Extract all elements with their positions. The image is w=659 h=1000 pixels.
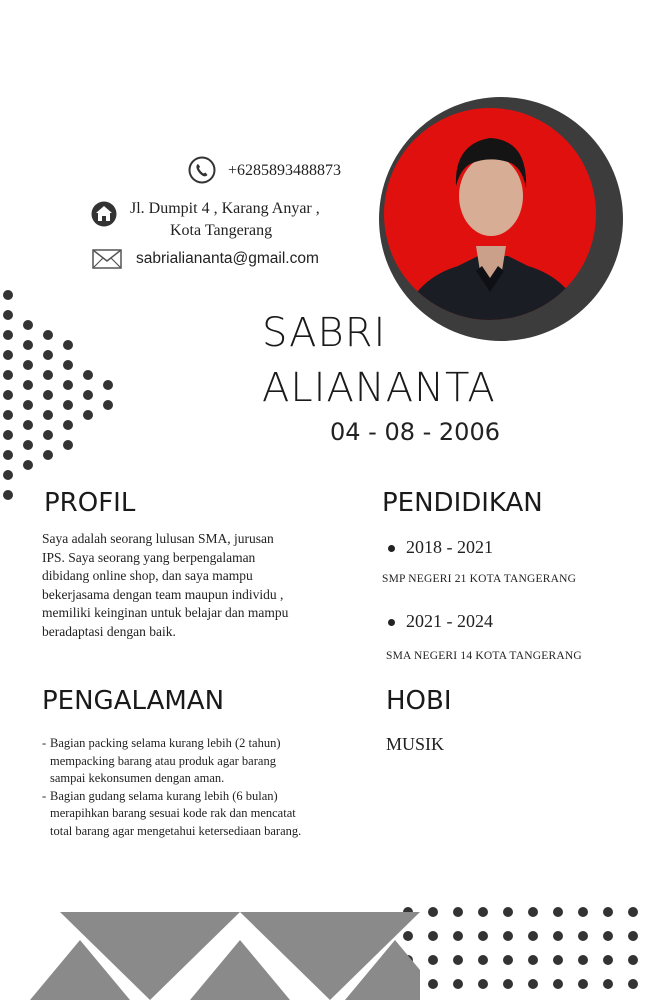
phone-number[interactable]: +6285893488873: [228, 162, 342, 179]
decorative-dot: [23, 340, 33, 350]
address-line-1: Jl. Dumpit 4 , Karang Anyar ,: [130, 200, 320, 217]
profil-line: Saya adalah seorang lulusan SMA, jurusan: [42, 531, 274, 546]
experience-line: - Bagian gudang selama kurang lebih (6 bulan): [50, 788, 278, 803]
decorative-dot: [23, 320, 33, 330]
address: [130, 198, 320, 242]
profil-text: [42, 530, 352, 641]
decorative-dot: [83, 390, 93, 400]
decorative-dot: [23, 420, 33, 430]
pengalaman-heading: PENGALAMAN: [42, 686, 225, 716]
education-years: 2018 - 2021: [406, 537, 493, 557]
decorative-dot: [3, 290, 13, 300]
experience-line: mempacking barang atau produk agar barang: [50, 753, 276, 768]
profile-photo: [378, 96, 624, 342]
decorative-dot: [603, 979, 613, 989]
email-address[interactable]: sabrialiananta@gmail.com: [136, 250, 319, 267]
decorative-dot: [103, 400, 113, 410]
decorative-dot: [103, 380, 113, 390]
decorative-dot: [428, 907, 438, 917]
decorative-dot: [3, 470, 13, 480]
first-name: SABRI: [262, 310, 387, 356]
decorative-dot: [3, 390, 13, 400]
hobi-item: MUSIK: [386, 734, 445, 754]
experience-item: [42, 735, 362, 788]
decorative-dot: [43, 410, 53, 420]
decorative-dot: [453, 931, 463, 941]
experience-line: total barang agar mengetahui ketersediaan barang.: [50, 823, 302, 838]
decorative-dot: [578, 907, 588, 917]
date-of-birth: 04 - 08 - 2006: [330, 418, 500, 446]
profil-line: IPS. Saya seorang yang berpengalaman: [42, 549, 256, 565]
profil-line: bekerjasama dengan team maupun individu ,: [42, 586, 284, 602]
education-school: SMP NEGERI 21 KOTA TANGERANG: [382, 573, 577, 585]
decorative-dot: [3, 350, 13, 360]
pendidikan-heading: PENDIDIKAN: [382, 488, 543, 518]
decorative-dot: [628, 955, 638, 965]
home-icon: [90, 200, 118, 233]
decorative-dot: [478, 955, 488, 965]
decorative-dot: [43, 350, 53, 360]
profil-heading: PROFIL: [44, 488, 136, 518]
decorative-dot: [553, 907, 563, 917]
bullet-dot: [388, 545, 395, 552]
decorative-dot: [503, 955, 513, 965]
decorative-dot: [503, 979, 513, 989]
decorative-dot: [453, 955, 463, 965]
decorative-dot: [3, 310, 13, 320]
decorative-dot: [603, 931, 613, 941]
decorative-dot: [43, 450, 53, 460]
decorative-dot: [578, 955, 588, 965]
decorative-dot: [453, 907, 463, 917]
decorative-dot: [63, 340, 73, 350]
profil-line: dibidang online shop, dan saya mampu: [42, 568, 253, 583]
decorative-dot: [3, 330, 13, 340]
decorative-dot: [628, 979, 638, 989]
decorative-dot: [3, 370, 13, 380]
decorative-dot: [453, 979, 463, 989]
decorative-dot: [83, 410, 93, 420]
decorative-dot: [43, 430, 53, 440]
decorative-dot: [603, 907, 613, 917]
decorative-dot: [478, 979, 488, 989]
decorative-dot: [478, 907, 488, 917]
decorative-dot: [43, 390, 53, 400]
decorative-dot: [528, 955, 538, 965]
decorative-dot: [3, 450, 13, 460]
decorative-dot: [63, 420, 73, 430]
decorative-dot: [83, 370, 93, 380]
decorative-dot: [43, 330, 53, 340]
last-name: ALIANANTA: [262, 365, 496, 411]
decorative-dot: [23, 380, 33, 390]
decorative-dot: [428, 979, 438, 989]
experience-item: [42, 788, 362, 841]
decorative-dot-pattern-right: [400, 900, 659, 1000]
education-school: SMA NEGERI 14 KOTA TANGERANG: [386, 650, 582, 662]
decorative-dot: [23, 440, 33, 450]
decorative-dot: [23, 360, 33, 370]
decorative-dot: [63, 380, 73, 390]
decorative-dot: [3, 430, 13, 440]
decorative-dot: [528, 979, 538, 989]
education-years: 2021 - 2024: [406, 611, 493, 631]
experience-line: merapihkan barang sesuai kode rak dan mencatat: [50, 806, 296, 820]
decorative-triangles: [0, 900, 420, 1000]
decorative-dot: [63, 360, 73, 370]
decorative-dot: [603, 955, 613, 965]
hobi-heading: HOBI: [386, 686, 452, 716]
decorative-dot: [553, 979, 563, 989]
decorative-dot: [478, 931, 488, 941]
bullet-dot: [388, 619, 395, 626]
decorative-dot: [43, 370, 53, 380]
decorative-dot: [528, 931, 538, 941]
pengalaman-list: [42, 735, 362, 840]
decorative-dot: [578, 979, 588, 989]
envelope-icon: [92, 249, 122, 274]
decorative-dot: [503, 907, 513, 917]
decorative-dot: [503, 931, 513, 941]
decorative-dot: [553, 931, 563, 941]
decorative-dot: [528, 907, 538, 917]
experience-line: - Bagian packing selama kurang lebih (2 tahun): [50, 736, 281, 750]
decorative-dot: [23, 460, 33, 470]
phone-icon: [188, 156, 216, 189]
experience-line: sampai kekonsumen dengan aman.: [50, 771, 225, 785]
decorative-dot: [553, 955, 563, 965]
decorative-dot: [3, 490, 13, 500]
decorative-dot: [428, 931, 438, 941]
profil-line: memiliki keinginan untuk belajar dan mampu: [42, 605, 289, 620]
decorative-dot: [23, 400, 33, 410]
decorative-dot: [63, 440, 73, 450]
decorative-dot: [628, 907, 638, 917]
triangle-shape: [190, 940, 290, 1000]
decorative-dot: [578, 931, 588, 941]
profil-line: beradaptasi dengan baik.: [42, 623, 176, 639]
decorative-dot: [428, 955, 438, 965]
decorative-dot: [63, 400, 73, 410]
address-line-2: Kota Tangerang: [170, 222, 273, 239]
decorative-dot: [628, 931, 638, 941]
decorative-dot: [3, 410, 13, 420]
